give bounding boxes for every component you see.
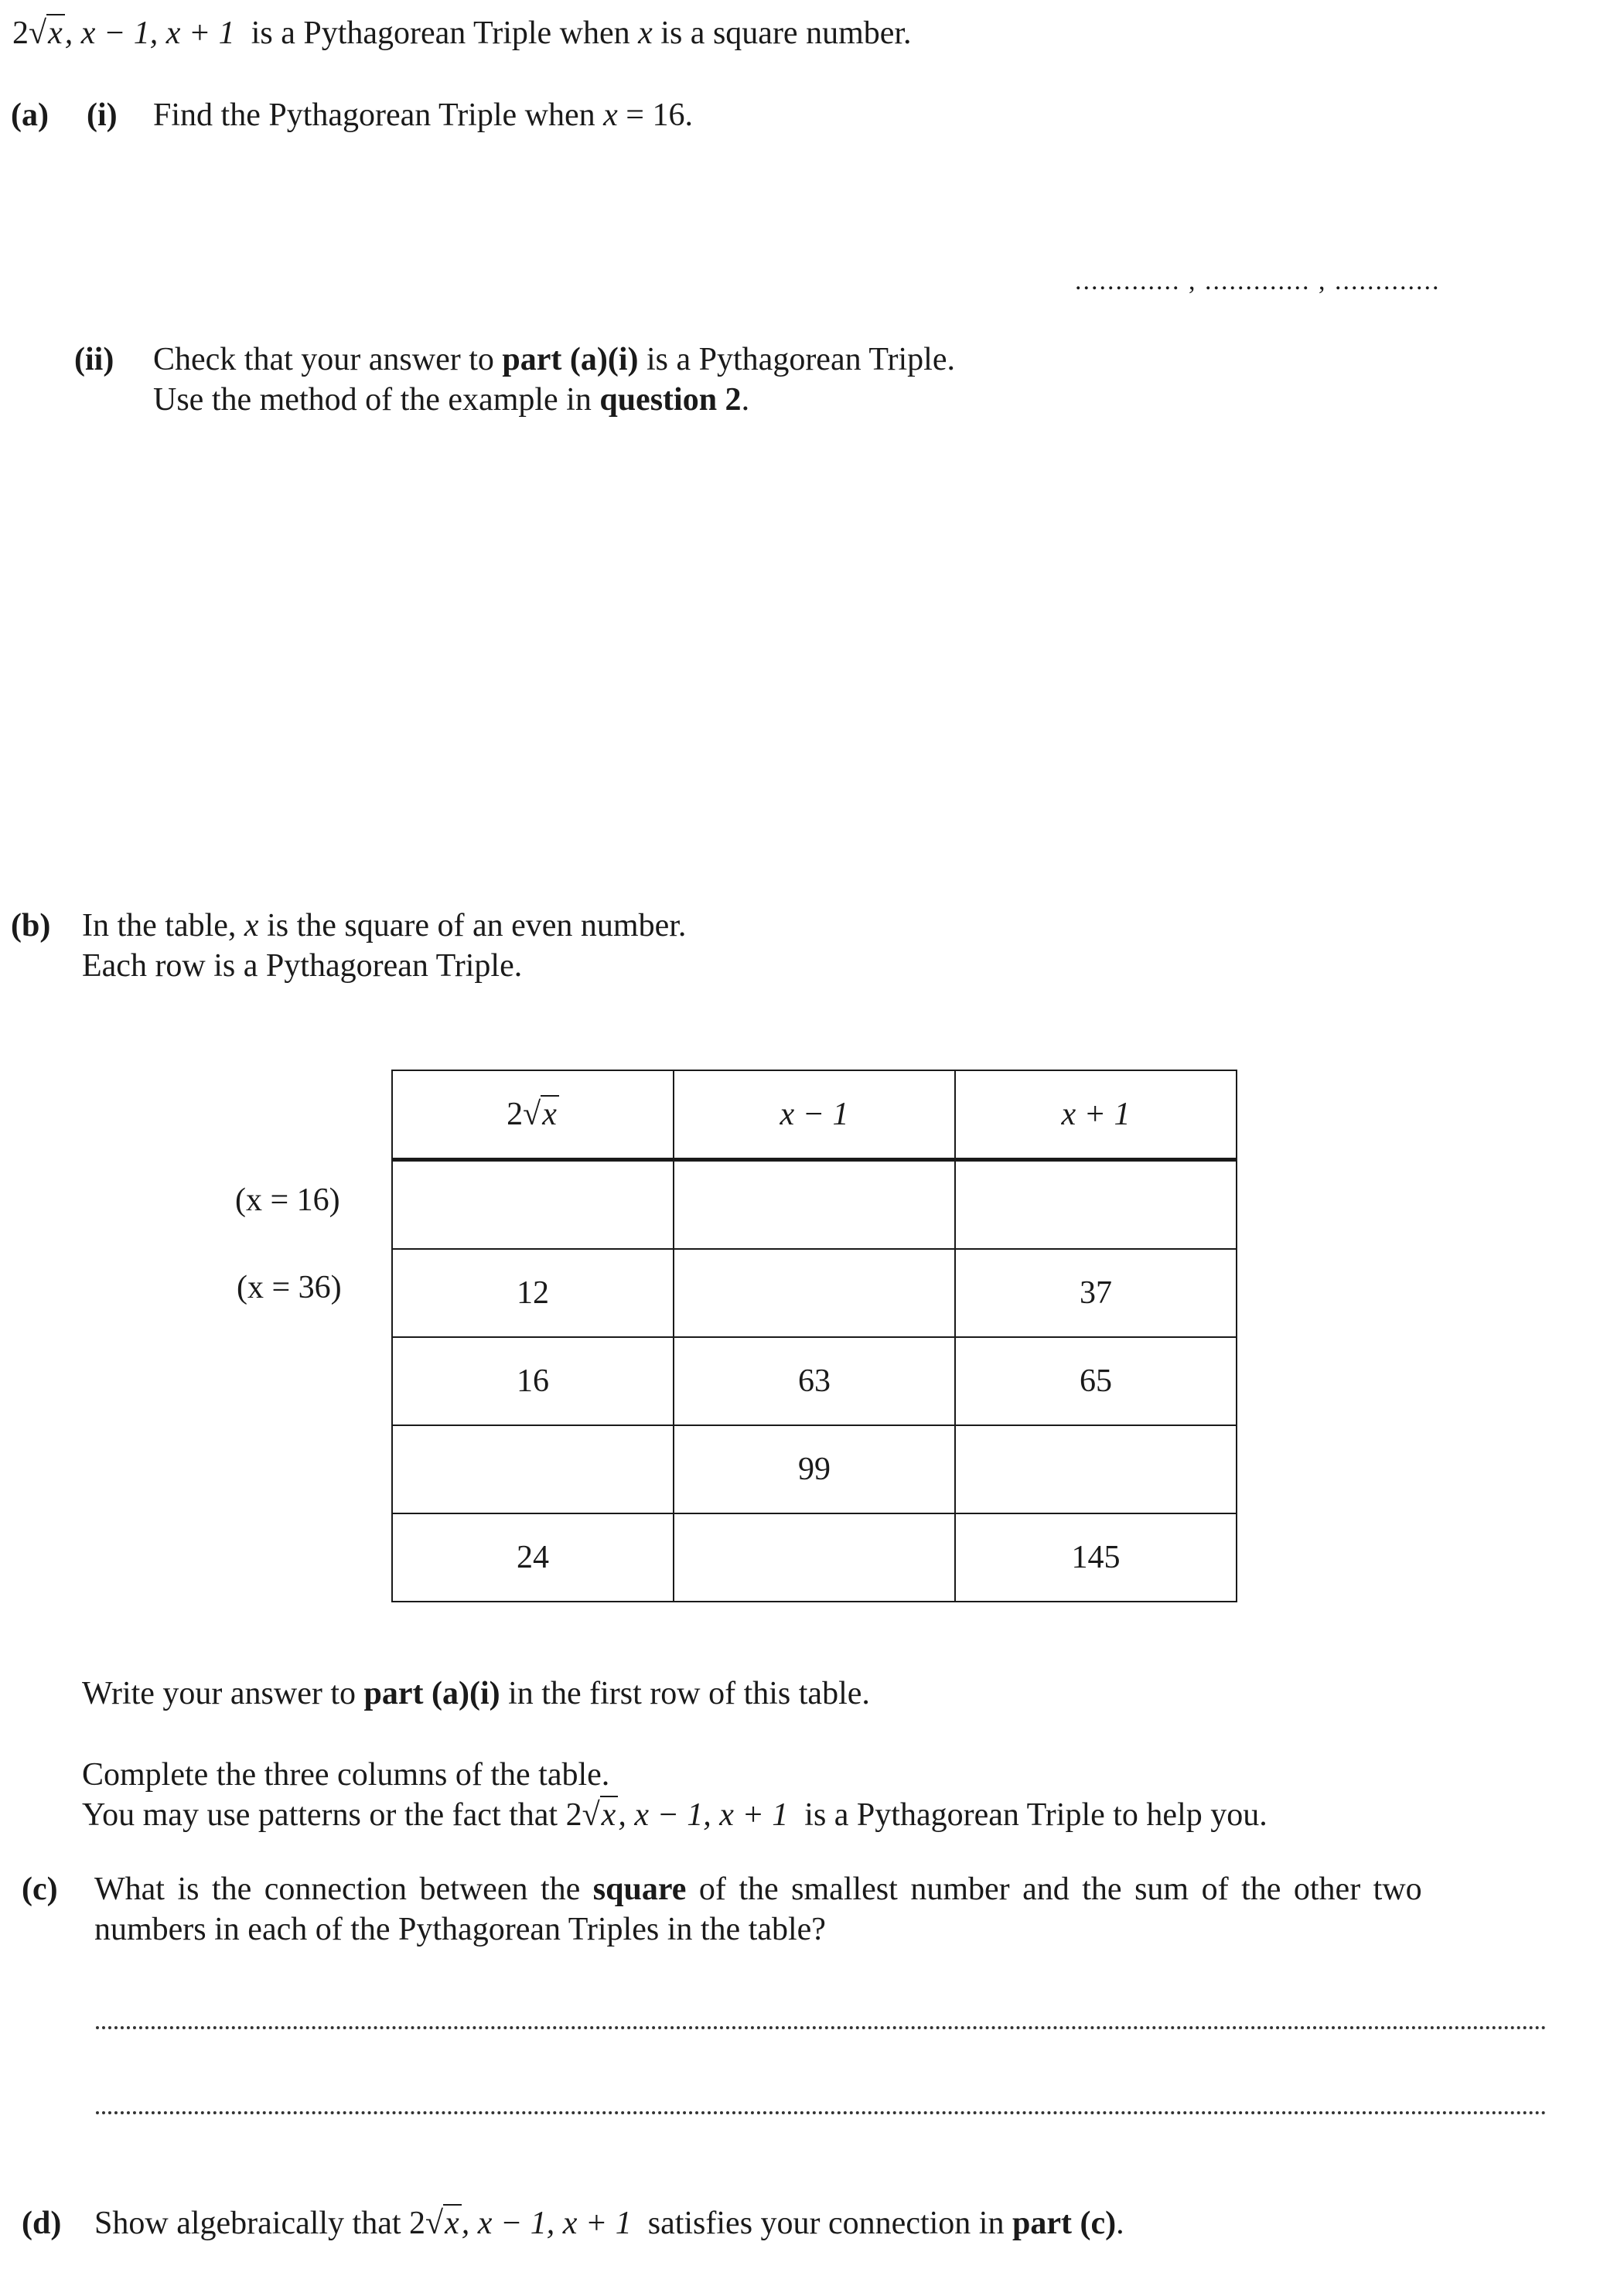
part-c-line2: numbers in each of the Pythagorean Triples in the table? (94, 1912, 826, 1947)
table-row (392, 1513, 1237, 1602)
table-cell: 99 (674, 1425, 955, 1513)
part-d-question: Show algebraically that 2√x, x − 1, x + 1 satisfies your connection in part (c). (94, 2206, 1124, 2241)
pythagorean-table (391, 1070, 1237, 1602)
answer-line-c-1[interactable] (96, 2026, 1547, 2029)
instruction-patterns: You may use patterns or the fact that 2√x, x − 1, x + 1 is a Pythagorean Triple to help you. (82, 1797, 1267, 1833)
answer-line-c-2[interactable] (96, 2111, 1547, 2114)
table-cell[interactable] (674, 1160, 955, 1250)
part-b-line2: Each row is a Pythagorean Triple. (82, 948, 523, 984)
expr-rest: , x − 1, x + 1 (64, 15, 235, 51)
table-row (392, 1249, 1237, 1337)
header-x-minus-1: x − 1 (674, 1070, 955, 1160)
table-cell[interactable] (392, 1425, 674, 1513)
table-header-row (392, 1070, 1237, 1160)
row-label-x36: (x = 36) (237, 1270, 342, 1305)
intro-text: is a Pythagorean Triple when (251, 15, 630, 51)
expr-coefficient: 2 (12, 15, 29, 51)
part-b-line1: In the table, x is the square of an even number. (82, 908, 687, 943)
table-row (392, 1337, 1237, 1425)
table-cell[interactable] (392, 1160, 674, 1250)
table-cell: 16 (392, 1337, 674, 1425)
part-a-ii-line1: Check that your answer to part (a)(i) is a Pythagorean Triple. (153, 342, 955, 377)
table-cell: 24 (392, 1513, 674, 1602)
table-cell[interactable] (674, 1513, 955, 1602)
table-cell: 145 (955, 1513, 1237, 1602)
table-cell: 63 (674, 1337, 955, 1425)
part-c-line1: What is the connection between the square of the smallest number and the sum of the other two (94, 1871, 1422, 1907)
sqrt-x: √x (29, 14, 65, 53)
table-cell[interactable] (955, 1160, 1237, 1250)
answer-blanks-a-i[interactable]: ............. , ............. , ............. (1075, 267, 1441, 295)
header-x-plus-1: x + 1 (955, 1070, 1237, 1160)
part-a-ii-label: (ii) (74, 342, 114, 377)
part-b-label: (b) (11, 908, 51, 943)
table-cell: 65 (955, 1337, 1237, 1425)
intro-statement (12, 14, 912, 53)
part-a-ii-line2: Use the method of the example in question 2. (153, 382, 750, 418)
header-2-sqrt-x: 2√x (392, 1070, 674, 1160)
intro-var: x (638, 15, 653, 51)
table-row (392, 1160, 1237, 1250)
table-cell[interactable] (955, 1425, 1237, 1513)
intro-text-end: is a square number. (660, 15, 912, 51)
part-a-i-label: (i) (87, 97, 118, 133)
table-row (392, 1425, 1237, 1513)
table-cell: 37 (955, 1249, 1237, 1337)
part-a-i-question: Find the Pythagorean Triple when x = 16. (153, 97, 693, 133)
part-a-label: (a) (11, 97, 49, 133)
table-cell[interactable] (674, 1249, 955, 1337)
instruction-write-answer: Write your answer to part (a)(i) in the first row of this table. (82, 1676, 870, 1711)
table-cell: 12 (392, 1249, 674, 1337)
row-label-x16: (x = 16) (235, 1182, 340, 1218)
part-d-label: (d) (22, 2206, 62, 2241)
instruction-complete-columns: Complete the three columns of the table. (82, 1757, 610, 1793)
part-c-label: (c) (22, 1871, 58, 1907)
